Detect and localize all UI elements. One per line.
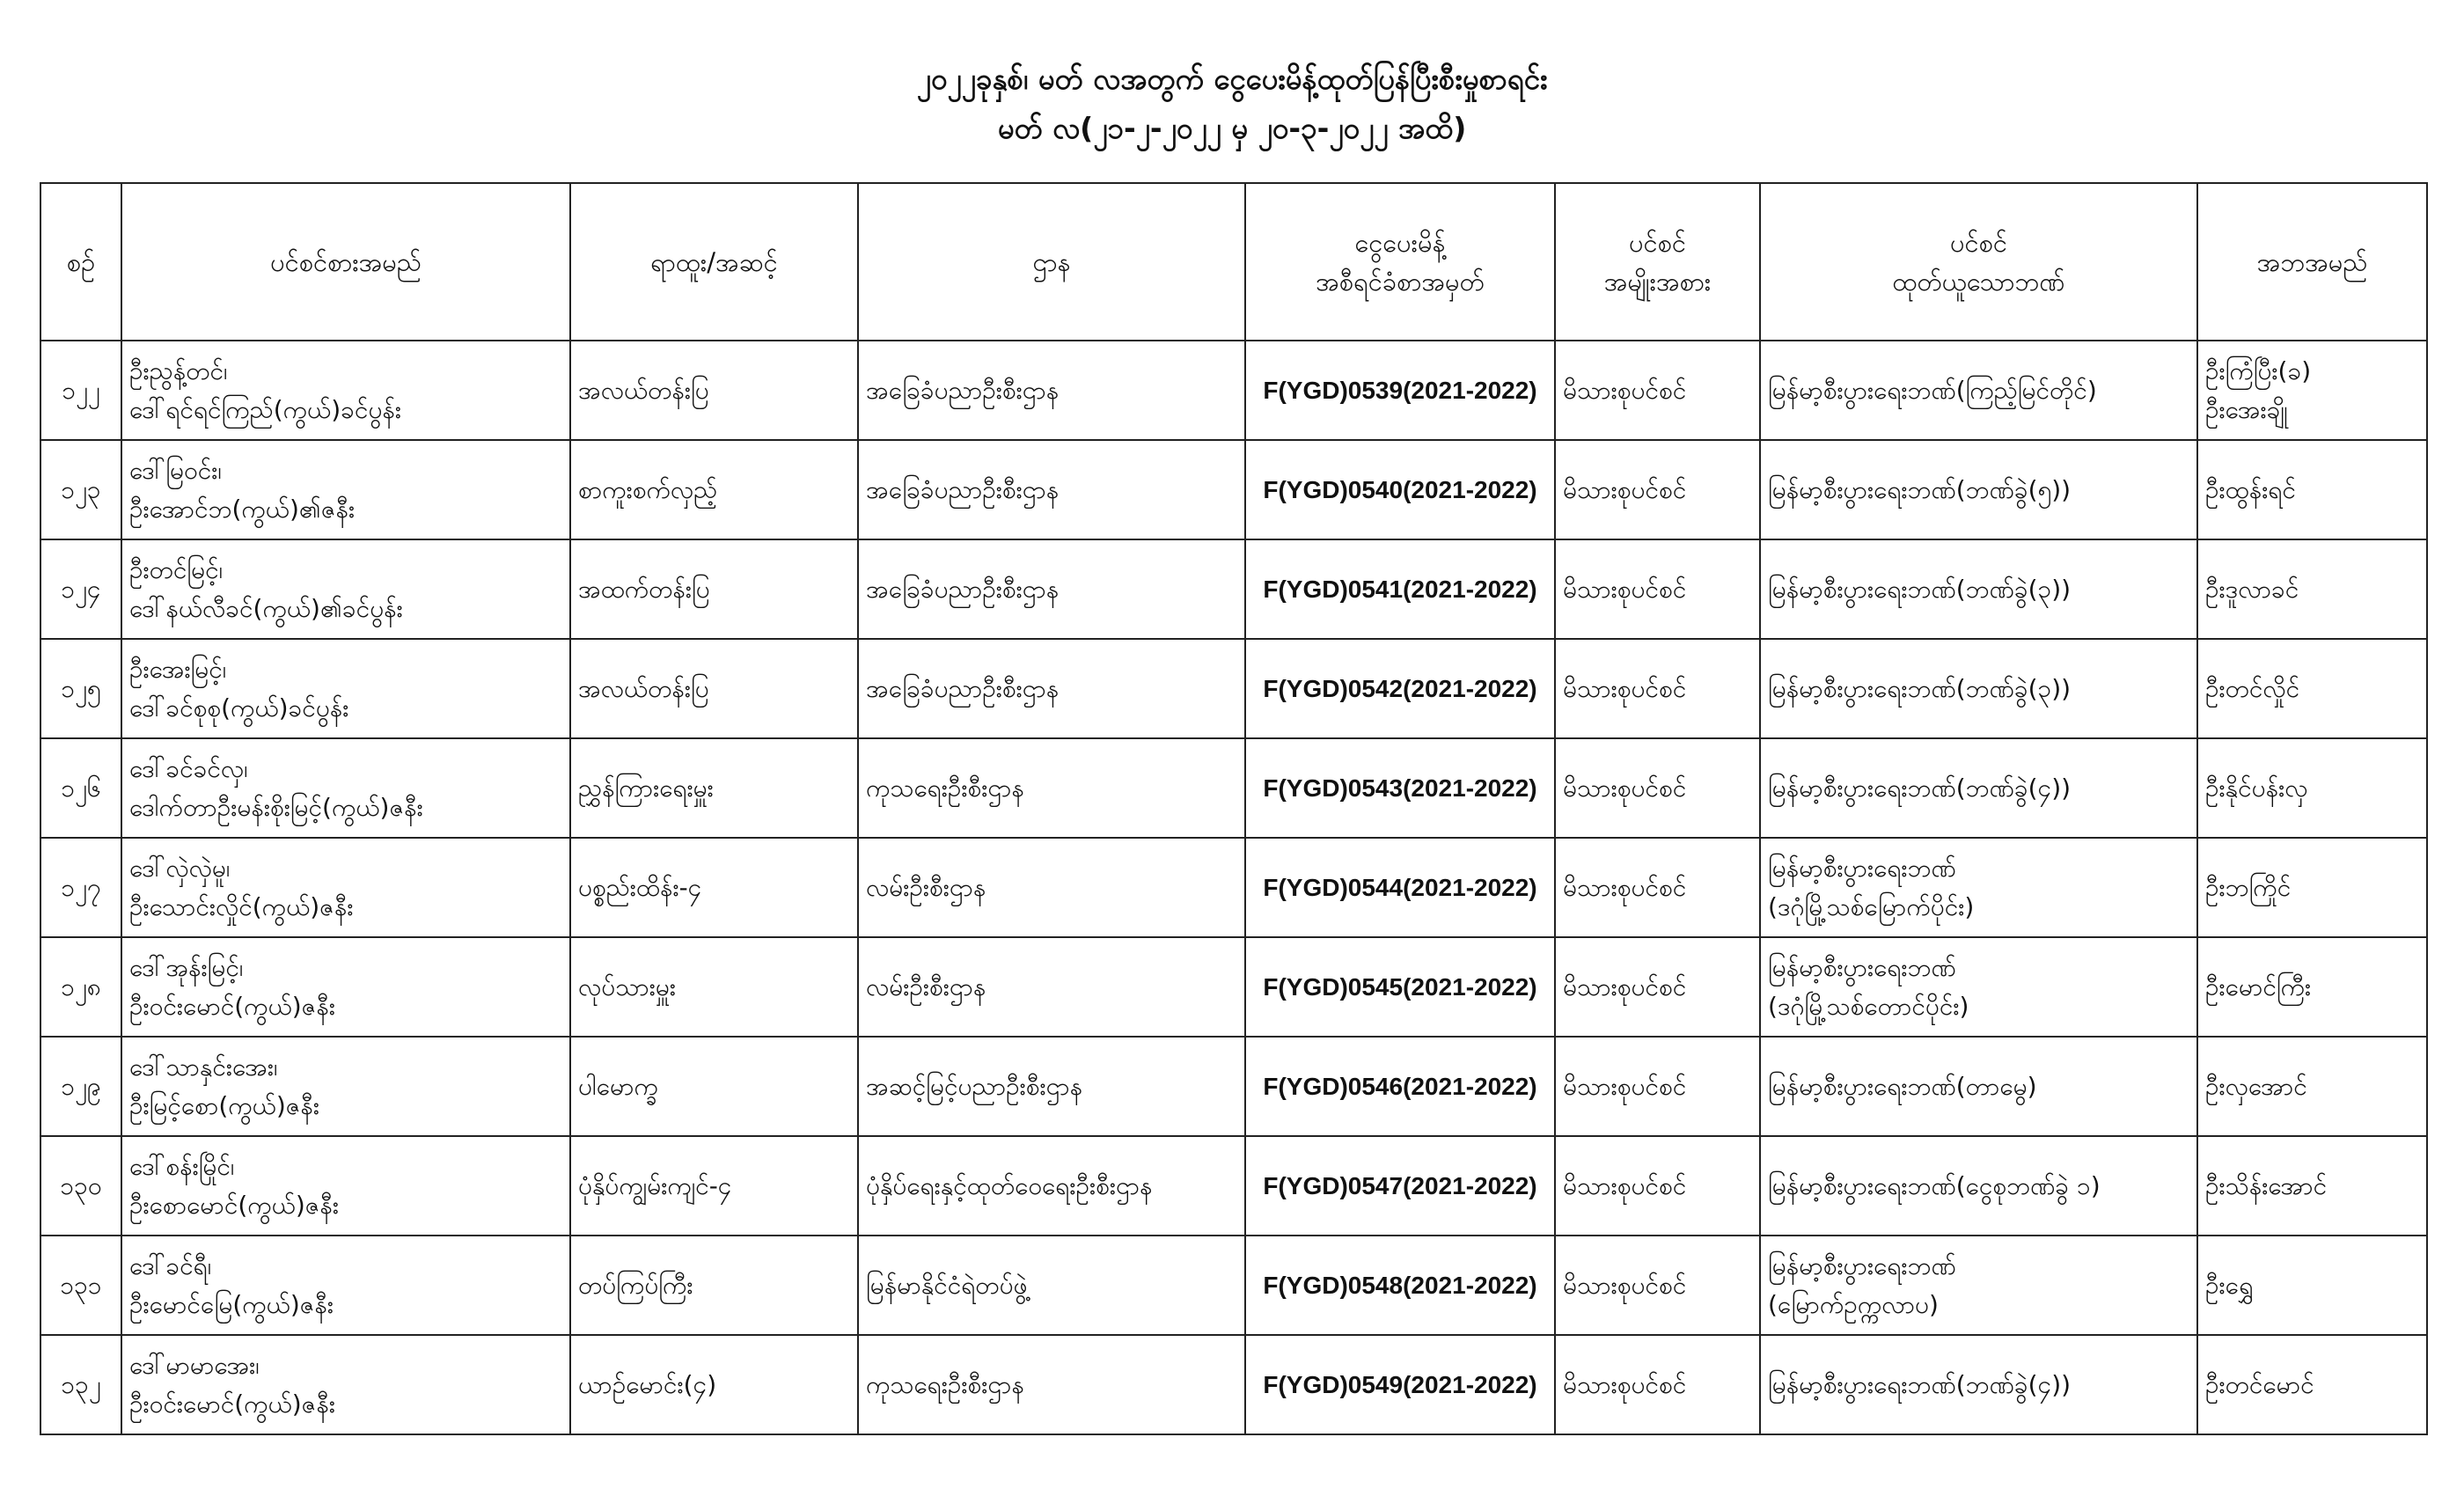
name-line1: ဦးညွန့်တင်၊ (129, 356, 228, 385)
name-line1: ဒေါ်သာနှင်းအေး၊ (129, 1052, 278, 1082)
cell-reg: F(YGD)0540(2021-2022) (1245, 440, 1555, 539)
cell-type: မိသားစုပင်စင် (1555, 838, 1760, 937)
bank-line1: မြန်မာ့စီးပွားရေးဘဏ်(ဘဏ်ခွဲ(၅)) (1768, 474, 2072, 504)
header-no: စဉ် (40, 183, 121, 341)
bank-line1: မြန်မာ့စီးပွားရေးဘဏ်(တာမွေ) (1768, 1071, 2037, 1101)
name-line1: ဦးတင်မြင့်၊ (129, 554, 224, 584)
cell-type: မိသားစုပင်စင် (1555, 639, 1760, 738)
bank-line1: မြန်မာ့စီးပွားရေးဘဏ်(ဘဏ်ခွဲ(၃)) (1768, 574, 2072, 604)
header-bank (1760, 183, 2197, 341)
cell-reg: F(YGD)0542(2021-2022) (1245, 639, 1555, 738)
name-line1: ဒေါ်လှဲလှဲမူ၊ (129, 853, 231, 883)
cell-reg: F(YGD)0546(2021-2022) (1245, 1037, 1555, 1136)
name-line1: ဒေါ်အုန်းမြင့်၊ (129, 952, 244, 982)
cell-reg: F(YGD)0549(2021-2022) (1245, 1335, 1555, 1434)
cell-dept: ပုံနှိပ်ရေးနှင့်ထုတ်ဝေရေးဦးစီးဌာန (858, 1136, 1245, 1236)
heir-line1: ဦးမောင်ကြီး (2205, 972, 2312, 1001)
table-row (40, 341, 2427, 440)
cell-type: မိသားစုပင်စင် (1555, 1037, 1760, 1136)
name-line2: ဒေါ်ခင်စုစု(ကွယ်)ခင်ပွန်း (129, 693, 349, 722)
heir-line1: ဦးနိုင်ပန်းလှ (2205, 773, 2308, 803)
cell-heir (2197, 341, 2427, 440)
cell-no: ၁၂၅ (40, 639, 121, 738)
header-type-line1: ပင်စင် (1628, 227, 1687, 258)
cell-name (121, 639, 570, 738)
name-line1: ဒေါ်မြဝင်း၊ (129, 455, 222, 485)
cell-bank (1760, 738, 2197, 838)
cell-no: ၁၃၁ (40, 1236, 121, 1335)
name-line2: ဒေါက်တာဦးမန်းစိုးမြင့်(ကွယ်)ဇနီး (129, 792, 423, 822)
name-line1: ဒေါ်ခင်ခင်လှ၊ (129, 753, 248, 783)
heir-line1: ဦးတင်လှိုင် (2205, 673, 2300, 703)
cell-type: မိသားစုပင်စင် (1555, 738, 1760, 838)
bank-line1: မြန်မာ့စီးပွားရေးဘဏ် (1768, 853, 1956, 883)
table-row (40, 639, 2427, 738)
title-line-1: ၂၀၂၂ခုနှစ်၊ မတ် လအတွက် ငွေပေးမိန့်ထုတ်ပြန်ပြီးစီးမှုစာရင်း (916, 62, 1548, 96)
cell-bank (1760, 1236, 2197, 1335)
cell-no: ၁၂၃ (40, 440, 121, 539)
cell-name (121, 1335, 570, 1434)
cell-dept: လမ်းဦးစီးဌာန (858, 937, 1245, 1037)
name-line2: ဒေါ်နယ်လီခင်(ကွယ်)၏ခင်ပွန်း (129, 593, 403, 623)
bank-line2: (ဒဂုံမြို့သစ်မြောက်ပိုင်း) (1768, 891, 1975, 921)
cell-type: မိသားစုပင်စင် (1555, 1236, 1760, 1335)
cell-reg: F(YGD)0541(2021-2022) (1245, 539, 1555, 639)
cell-heir (2197, 1236, 2427, 1335)
cell-heir (2197, 1037, 2427, 1136)
heir-line1: ဦးထွန်းရင် (2205, 474, 2296, 504)
header-reg-line1: ငွေပေးမိန့် (1354, 227, 1446, 258)
cell-rank: လုပ်သားမှူး (570, 937, 858, 1037)
header-bank-line1: ပင်စင် (1949, 227, 2008, 258)
heir-line1: ဦးလှအောင် (2205, 1071, 2307, 1101)
cell-no: ၁၂၄ (40, 539, 121, 639)
cell-bank (1760, 1037, 2197, 1136)
bank-line2: (မြောက်ဥက္ကလာပ) (1768, 1289, 1939, 1319)
cell-rank: စာကူးစက်လှည့် (570, 440, 858, 539)
cell-dept: အဆင့်မြင့်ပညာဦးစီးဌာန (858, 1037, 1245, 1136)
cell-type: မိသားစုပင်စင် (1555, 1335, 1760, 1434)
cell-reg: F(YGD)0547(2021-2022) (1245, 1136, 1555, 1236)
header-type (1555, 183, 1760, 341)
cell-bank (1760, 838, 2197, 937)
cell-name (121, 838, 570, 937)
cell-dept: ကုသရေးဦးစီးဌာန (858, 738, 1245, 838)
cell-no: ၁၂၆ (40, 738, 121, 838)
cell-no: ၁၂၉ (40, 1037, 121, 1136)
name-line1: ဒေါ်ခင်ရီ၊ (129, 1250, 212, 1280)
cell-reg: F(YGD)0548(2021-2022) (1245, 1236, 1555, 1335)
heir-line1: ဦးဒူလာခင် (2205, 574, 2299, 604)
cell-dept: အခြေခံပညာဦးစီးဌာန (858, 539, 1245, 639)
bank-line1: မြန်မာ့စီးပွားရေးဘဏ်(ဘဏ်ခွဲ(၄)) (1768, 773, 2072, 803)
header-rank: ရာထူး/အဆင့် (570, 183, 858, 341)
bank-line1: မြန်မာ့စီးပွားရေးဘဏ်(ဘဏ်ခွဲ(၃)) (1768, 673, 2072, 703)
cell-heir (2197, 639, 2427, 738)
name-line2: ဦးသောင်းလှိုင်(ကွယ်)ဇနီး (129, 891, 354, 921)
cell-rank: ပုံနှိပ်ကျွမ်းကျင်-၄ (570, 1136, 858, 1236)
cell-name (121, 1136, 570, 1236)
cell-heir (2197, 539, 2427, 639)
cell-rank: တပ်ကြပ်ကြီး (570, 1236, 858, 1335)
name-line2: ဦးစောမောင်(ကွယ်)ဇနီး (129, 1190, 340, 1220)
table-row (40, 1335, 2427, 1434)
name-line2: ဦးမောင်မြေ(ကွယ်)ဇနီး (129, 1289, 334, 1319)
cell-name (121, 440, 570, 539)
cell-heir (2197, 1335, 2427, 1434)
cell-type: မိသားစုပင်စင် (1555, 937, 1760, 1037)
header-dept: ဌာန (858, 183, 1245, 341)
bank-line2: (ဒဂုံမြို့သစ်တောင်ပိုင်း) (1768, 991, 1969, 1021)
cell-dept: အခြေခံပညာဦးစီးဌာန (858, 639, 1245, 738)
cell-rank: ပါမောက္ခ (570, 1037, 858, 1136)
cell-name (121, 1037, 570, 1136)
cell-bank (1760, 1136, 2197, 1236)
cell-rank: ညွှန်ကြားရေးမှူး (570, 738, 858, 838)
cell-bank (1760, 539, 2197, 639)
bank-line1: မြန်မာ့စီးပွားရေးဘဏ် (1768, 952, 1956, 982)
cell-bank (1760, 1335, 2197, 1434)
cell-dept: အခြေခံပညာဦးစီးဌာန (858, 341, 1245, 440)
cell-name (121, 1236, 570, 1335)
bank-line1: မြန်မာ့စီးပွားရေးဘဏ် (1768, 1250, 1956, 1280)
cell-no: ၁၂၈ (40, 937, 121, 1037)
cell-no: ၁၃၀ (40, 1136, 121, 1236)
cell-bank (1760, 440, 2197, 539)
header-reg-line2: အစီရင်ခံစာအမှတ် (1316, 266, 1485, 297)
cell-no: ၁၂၇ (40, 838, 121, 937)
cell-rank: အလယ်တန်းပြ (570, 341, 858, 440)
name-line2: ဦးဝင်းမောင်(ကွယ်)ဇနီး (129, 991, 335, 1021)
heir-line2: ဦးအေးချို (2205, 394, 2288, 424)
bank-line1: မြန်မာ့စီးပွားရေးဘဏ်(ငွေစုဘဏ်ခွဲ ၁) (1768, 1170, 2101, 1200)
cell-rank: ယာဉ်မောင်း(၄) (570, 1335, 858, 1434)
pension-table (40, 182, 2428, 1435)
table-row (40, 738, 2427, 838)
name-line2: ဒေါ်ရင်ရင်ကြည်(ကွယ်)ခင်ပွန်း (129, 394, 402, 424)
heir-line1: ဦးကြံပြီး(ခ) (2205, 356, 2312, 385)
cell-reg: F(YGD)0539(2021-2022) (1245, 341, 1555, 440)
heir-line1: ဦးရွှေ (2205, 1270, 2254, 1300)
name-line2: ဦးအောင်ဘ(ကွယ်)၏ဇနီး (129, 494, 356, 524)
name-line1: ဒေါ်မာမာအေး၊ (129, 1350, 260, 1380)
cell-heir (2197, 937, 2427, 1037)
cell-heir (2197, 838, 2427, 937)
name-line2: ဦးမြင့်စော(ကွယ်)ဇနီး (129, 1090, 320, 1120)
table-row (40, 1236, 2427, 1335)
cell-bank (1760, 341, 2197, 440)
table-header-row (40, 183, 2427, 341)
cell-rank: အလယ်တန်းပြ (570, 639, 858, 738)
cell-heir (2197, 738, 2427, 838)
cell-heir (2197, 1136, 2427, 1236)
cell-type: မိသားစုပင်စင် (1555, 1136, 1760, 1236)
cell-name (121, 539, 570, 639)
table-row (40, 838, 2427, 937)
cell-type: မိသားစုပင်စင် (1555, 341, 1760, 440)
cell-no: ၁၃၂ (40, 1335, 121, 1434)
table-row (40, 539, 2427, 639)
cell-reg: F(YGD)0545(2021-2022) (1245, 937, 1555, 1037)
header-reg (1245, 183, 1555, 341)
name-line2: ဦးဝင်းမောင်(ကွယ်)ဇနီး (129, 1389, 335, 1419)
cell-bank (1760, 937, 2197, 1037)
header-heir: အဘအမည် (2197, 183, 2427, 341)
name-line1: ဦးအေးမြင့်၊ (129, 654, 227, 684)
header-type-line2: အမျိုးအစား (1603, 266, 1712, 297)
cell-reg: F(YGD)0544(2021-2022) (1245, 838, 1555, 937)
cell-heir (2197, 440, 2427, 539)
cell-rank: ပစ္စည်းထိန်း-၄ (570, 838, 858, 937)
cell-name (121, 937, 570, 1037)
header-bank-line2: ထုတ်ယူသောဘဏ် (1892, 266, 2065, 297)
bank-line1: မြန်မာ့စီးပွားရေးဘဏ်(ဘဏ်ခွဲ(၄)) (1768, 1369, 2072, 1399)
cell-rank: အထက်တန်းပြ (570, 539, 858, 639)
header-name: ပင်စင်စားအမည် (121, 183, 570, 341)
cell-bank (1760, 639, 2197, 738)
cell-dept: အခြေခံပညာဦးစီးဌာန (858, 440, 1245, 539)
cell-dept: ကုသရေးဦးစီးဌာန (858, 1335, 1245, 1434)
cell-name (121, 341, 570, 440)
cell-type: မိသားစုပင်စင် (1555, 539, 1760, 639)
heir-line1: ဦးဘကြိုင် (2205, 872, 2292, 902)
cell-reg: F(YGD)0543(2021-2022) (1245, 738, 1555, 838)
name-line1: ဒေါ်စန်းမြိုင်၊ (129, 1151, 235, 1181)
cell-dept: မြန်မာနိုင်ငံရဲတပ်ဖွဲ့ (858, 1236, 1245, 1335)
heir-line1: ဦးတင်မောင် (2205, 1369, 2314, 1399)
document-title (0, 55, 2464, 153)
title-line-2: မတ် လ(၂၁-၂-၂၀၂၂ မှ ၂၀-၃-၂၀၂၂ အထိ) (997, 111, 1467, 145)
cell-dept: လမ်းဦးစီးဌာန (858, 838, 1245, 937)
heir-line1: ဦးသိန်းအောင် (2205, 1170, 2328, 1200)
table-row (40, 1136, 2427, 1236)
table-row (40, 937, 2427, 1037)
cell-type: မိသားစုပင်စင် (1555, 440, 1760, 539)
table-row (40, 1037, 2427, 1136)
cell-name (121, 738, 570, 838)
table-row (40, 440, 2427, 539)
bank-line1: မြန်မာ့စီးပွားရေးဘဏ်(ကြည့်မြင်တိုင်) (1768, 375, 2097, 405)
cell-no: ၁၂၂ (40, 341, 121, 440)
